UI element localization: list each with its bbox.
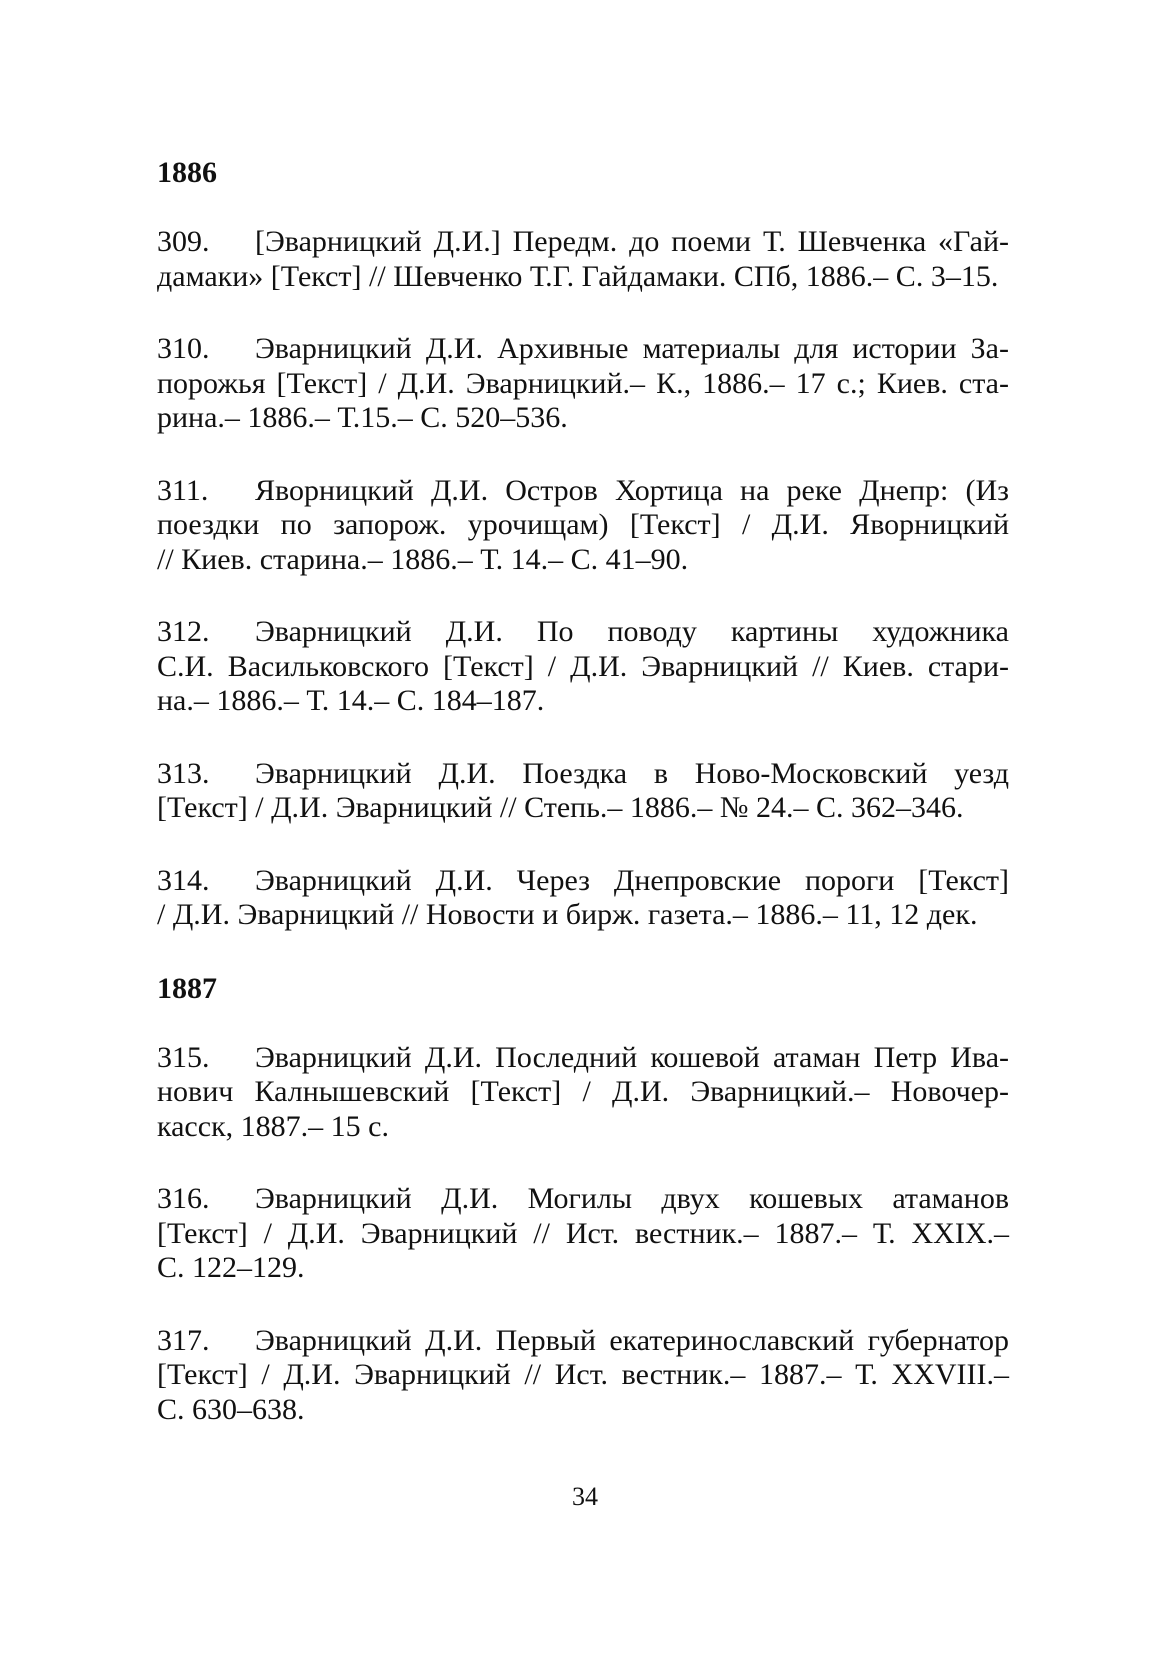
entry-line: рина.– 1886.– Т.15.– С. 520–536. <box>157 401 568 434</box>
entry-line: на.– 1886.– Т. 14.– С. 184–187. <box>157 684 545 717</box>
entry-line: // Киев. старина.– 1886.– Т. 14.– С. 41–90. <box>157 542 689 576</box>
entry-line: [Текст] / Д.И. Эварницкий // Ист. вестник.– 1887.– Т. XXVIII.– <box>157 1358 1009 1391</box>
entry-text: Эварницкий Д.И. Первый екатеринославский губернатор <box>255 1323 1009 1357</box>
year-heading-1887: 1887 <box>157 971 217 1005</box>
entry-line: / Д.И. Эварницкий // Новости и бирж. газета.– 1886.– 11, 12 дек. <box>157 898 978 931</box>
entry-text: Эварницкий Д.И. Через Днепровские пороги [Текст] <box>255 863 1009 897</box>
year-heading-1886: 1886 <box>157 156 217 189</box>
entry-line: С. 630–638. <box>157 1392 305 1426</box>
entry-312 <box>157 615 1009 719</box>
entry-text: Эварницкий Д.И. Поездка в Ново-Московский уезд <box>255 756 1009 790</box>
entry-line <box>157 225 1009 260</box>
entry-315 <box>157 1041 1009 1145</box>
entry-text: Эварницкий Д.И. Могилы двух кошевых атаманов <box>255 1182 1009 1215</box>
entry-line: С.И. Васильковского [Текст] / Д.И. Эварницкий // Киев. стари- <box>157 649 1009 683</box>
entry-line: [Текст] / Д.И. Эварницкий // Степь.– 1886.– № 24.– С. 362–346. <box>157 791 964 824</box>
entry-310 <box>157 332 1009 436</box>
entry-number: 315. <box>157 1040 210 1074</box>
entry-number: 310. <box>157 332 210 365</box>
entry-number: 312. <box>157 615 210 648</box>
entry-line: С. 122–129. <box>157 1251 305 1284</box>
entry-number: 311. <box>157 473 209 507</box>
entry-number: 314. <box>157 863 210 897</box>
entry-309 <box>157 225 1009 294</box>
entry-316 <box>157 1182 1009 1286</box>
entry-line <box>157 1324 1009 1359</box>
entry-line <box>157 615 1009 650</box>
entry-311 <box>157 474 1009 578</box>
entry-text: Эварницкий Д.И. Последний кошевой атаман Петр Ива- <box>255 1040 1009 1074</box>
entry-number: 309. <box>157 225 210 258</box>
entry-line <box>157 1041 1009 1076</box>
page-number: 34 <box>572 1482 598 1511</box>
entry-text: Яворницкий Д.И. Остров Хортица на реке Днепр: (Из <box>255 473 1009 507</box>
entry-line: касск, 1887.– 15 с. <box>157 1109 389 1143</box>
entry-line <box>157 757 1009 792</box>
entry-number: 313. <box>157 756 210 790</box>
entry-line: порожья [Текст] / Д.И. Эварницкий.– К., 1886.– 17 с.; Киев. ста- <box>157 366 1009 400</box>
entry-text: Эварницкий Д.И. Архивные материалы для истории За- <box>255 332 1009 365</box>
entry-line <box>157 332 1009 367</box>
entry-line <box>157 1182 1009 1217</box>
entry-313 <box>157 757 1009 826</box>
entry-314 <box>157 864 1009 933</box>
entry-line: дамаки» [Текст] // Шевченко Т.Г. Гайдамаки. СПб, 1886.– С. 3–15. <box>157 259 999 293</box>
entry-number: 316. <box>157 1182 210 1215</box>
entry-line: [Текст] / Д.И. Эварницкий // Ист. вестник.– 1887.– Т. XXIX.– <box>157 1216 1009 1250</box>
entry-line: поездки по запорож. урочищам) [Текст] / Д.И. Яворницкий <box>157 508 1009 541</box>
entry-number: 317. <box>157 1323 210 1357</box>
entry-line <box>157 474 1009 509</box>
entry-317 <box>157 1324 1009 1428</box>
page-content <box>157 155 1009 1465</box>
entry-text: [Эварницкий Д.И.] Передм. до поеми Т. Шевченка «Гай- <box>255 225 1009 258</box>
entry-line: нович Калнышевский [Текст] / Д.И. Эварницкий.– Новочер- <box>157 1075 1009 1108</box>
entry-text: Эварницкий Д.И. По поводу картины художника <box>255 615 1009 648</box>
entry-line <box>157 864 1009 899</box>
